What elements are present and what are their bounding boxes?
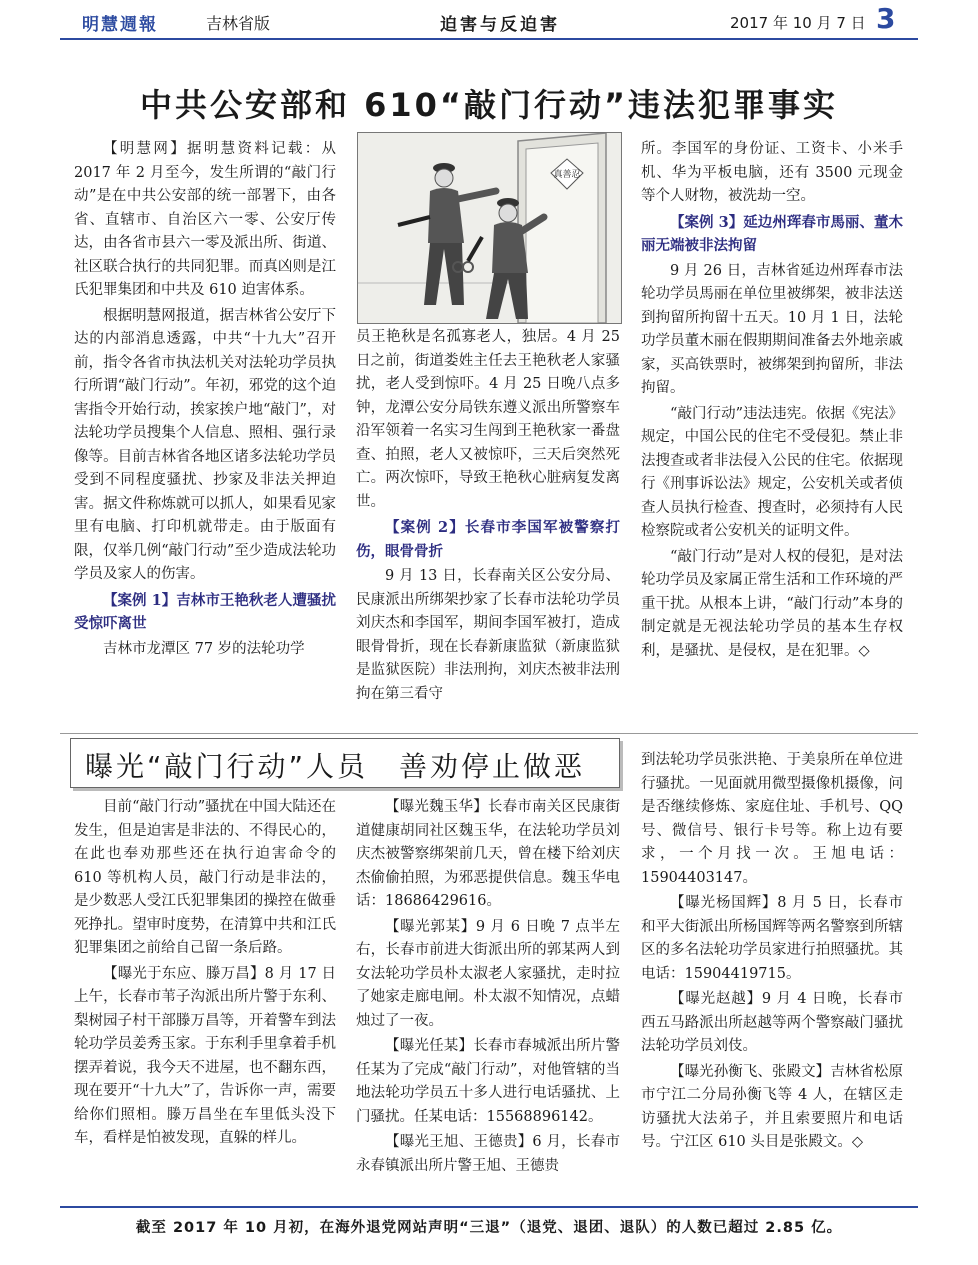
case-1-heading: 【案例 1】吉林市王艳秋老人遭骚扰受惊吓离世 (74, 591, 336, 632)
paragraph: 【曝光杨国辉】8 月 5 日，长春市和平大街派出所杨国辉等两名警察到所辖区的多名法轮功学员家进行拍照骚扰。其电话：15904419715。 (641, 895, 903, 982)
paragraph: 根据明慧网报道，据吉林省公安厅下达的内部消息透露，中共“十九大”召开前，指令各省市执法机关对法轮功学员执行所谓“敲门行动”。年初，邪党的这个迫害指令开始行动，挨家挨户地“敲门”，对法轮功学员搜集个人信息、照相、强行录像等。目前吉林省各地区诸多法轮功学员受到不同程度骚扰、抄家及非法关押迫害。据文件称炼就可以抓人，如果看见家里有电脑、打印机就带走。由于版面有限，仅举几例“敲门行动”至少造成法轮功学员及家人的伤害。 (74, 307, 336, 582)
exposure-column-1 (74, 796, 336, 1153)
paragraph: 【曝光于东应、滕万昌】8 月 17 日上午，长春市苇子沟派出所片警于东利、梨树园子村干部滕万昌等，开着警车到法轮功学员姜秀玉家。于东利手里拿着手机摆弄着说，我今天不进屋，也不翻东西，现在要开“十九大”了，告诉你一声，需要给你们照相。滕万昌坐在车里低头没下车，看样是怕被发现，直躲的样儿。 (74, 965, 336, 1146)
door-sign-text: 真善忍 (553, 170, 581, 180)
paragraph: 所。李国军的身份证、工资卡、小米手机、华为平板电脑，还有 3500 元现金等个人财物，被洗劫一空。 (641, 141, 903, 204)
issue-date: 2017 年 10 月 7 日 (730, 14, 866, 32)
paragraph: 吉林市龙潭区 77 岁的法轮功学 (103, 640, 305, 657)
paragraph: 【明慧网】据明慧资料记载：从 2017 年 2 月至今，发生所谓的“敲门行动”是在中共公安部的统一部署下，由各省、直辖市、自治区六一零、公安厅传达，由各省市县六一零及派出所、街道、社区联合执行的共同犯罪。而真凶则是江氏犯罪集团和中共及 610 迫害体系。 (74, 141, 336, 298)
newspaper-brand: 明慧週報 (82, 15, 158, 35)
paragraph: 9 月 13 日，长春南关区公安分局、民康派出所绑架抄家了长春市法轮功学员刘庆杰和李国军，期间李国军被打，造成眼骨骨折，现在长春新康监狱（新康监狱是监狱医院）非法刑拘，刘庆杰被非法刑拘在第三看守 (356, 568, 620, 702)
police-knock-door-illustration (357, 132, 622, 324)
illustration-svg (358, 133, 621, 323)
footer-text: 截至 2017 年 10 月初，在海外退党网站声明“三退”（退党、退团、退队）的人数已超过 2.85 亿。 (135, 1220, 843, 1236)
section-title: 迫害与反迫害 (440, 15, 560, 35)
section-divider (60, 733, 918, 734)
paragraph: 【曝光魏玉华】长春市南关区民康街道健康胡同社区魏玉华，在法轮功学员刘庆杰被警察绑架前几天，曾在楼下给刘庆杰偷偷拍照，为邪恶提供信息。魏玉华电话：18686429616。 (356, 799, 620, 909)
paragraph: 【曝光任某】长春市春城派出所片警任某为了完成“敲门行动”，对他管辖的当地法轮功学员五十多人进行电话骚扰、上门骚扰。任某电话：15568896142。 (356, 1038, 620, 1125)
article-column-2 (356, 326, 620, 708)
exposure-column-3 (641, 749, 903, 1157)
paragraph: 员王艳秋是名孤寡老人，独居。4 月 25 日之前，街道娄姓主任去王艳秋老人家骚扰，老人受到惊吓。4 月 25 日晚八点多钟，龙潭公安分局铁东遵义派出所警察车沿军领着一名实习生闯到王艳秋家一番盘查、拍照，老人又被惊吓，三天后突然死亡。两次惊吓，导致王艳秋心脏病复发离世。 (356, 329, 620, 510)
paragraph: “敲门行动”违法违宪。依据《宪法》规定，中国公民的住宅不受侵犯。禁止非法搜查或者非法侵入公民的住宅。依据现行《刑事诉讼法》规定，公安机关或者侦查人员执行检查、搜查时，必须持有人民检察院或者公安机关的证明文件。 (641, 405, 903, 539)
headline: 中共公安部和 610“敲门行动”违法犯罪事实 (139, 86, 838, 124)
edition-label: 吉林省版 (206, 14, 271, 33)
case-3-heading: 【案例 3】延边州珲春市馬丽、董木丽无端被非法拘留 (641, 213, 903, 254)
paragraph: 到法轮功学员张洪艳、于美泉所在单位进行骚扰。一见面就用微型摄像机摄像，问是否继续修炼、家庭住址、手机号、QQ 号、微信号、银行卡号等。称上边有要求，一个月找一次。王旭电话：15904403147。 (641, 752, 903, 886)
masthead-rule (60, 38, 918, 40)
subheadline: 曝光“敲门行动”人员 善劝停止做恶 (85, 750, 586, 783)
paragraph: “敲门行动”是对人权的侵犯，是对法轮功学员及家属正常生活和工作环境的严重干扰。从根本上讲，“敲门行动”本身的制定就是无视法轮功学员的基本生存权利，是骚扰、是侵权，是在犯罪。◇ (641, 548, 903, 659)
exposure-column-2 (356, 796, 620, 1180)
case-2-heading: 【案例 2】长春市李国军被警察打伤，眼骨骨折 (356, 519, 620, 560)
paragraph: 【曝光郭某】9 月 6 日晚 7 点半左右，长春市前进大街派出所的郭某两人到女法轮功学员朴太淑老人家骚扰，走时拉了她家走廊电闸。朴太淑不知情况，点蜡烛过了一夜。 (356, 918, 620, 1029)
paragraph: 9 月 26 日，吉林省延边州珲春市法轮功学员馬丽在单位里被绑架，被非法送到拘留所拘留十五天。10 月 1 日，法轮功学员董木丽在假期期间准备去外地亲戚家，买高铁票时，被绑架到拘留所，非法拘留。 (641, 262, 903, 396)
article-column-3 (641, 138, 903, 665)
page-number: 3 (876, 2, 896, 35)
article-column-1 (74, 138, 336, 663)
footer-banner (60, 1206, 918, 1244)
paragraph: 【曝光孙衡飞、张殿文】吉林省松原市宁江二分局孙衡飞等 4 人，在辖区走访骚扰大法弟子，并且索要照片和电话号。宁江区 610 头目是张殿文。◇ (641, 1063, 903, 1150)
subheadline-box (70, 738, 620, 788)
paragraph: 目前“敲门行动”骚扰在中国大陆还在发生，但是迫害是非法的、不得民心的，在此也奉劝那些还在执行迫害命令的 610 等机构人员，敲门行动是非法的，是少数恶人受江氏犯罪集团的操控在做垂死挣扎。望审时度势，在清算中共和江氏犯罪集团之前给自己留一条后路。 (74, 799, 336, 956)
paragraph: 【曝光王旭、王德贵】6 月，长春市永春镇派出所片警王旭、王德贵 (356, 1134, 620, 1174)
paragraph: 【曝光赵越】9 月 4 日晚，长春市西五马路派出所赵越等两个警察敲门骚扰法轮功学员刘伎。 (641, 991, 903, 1054)
